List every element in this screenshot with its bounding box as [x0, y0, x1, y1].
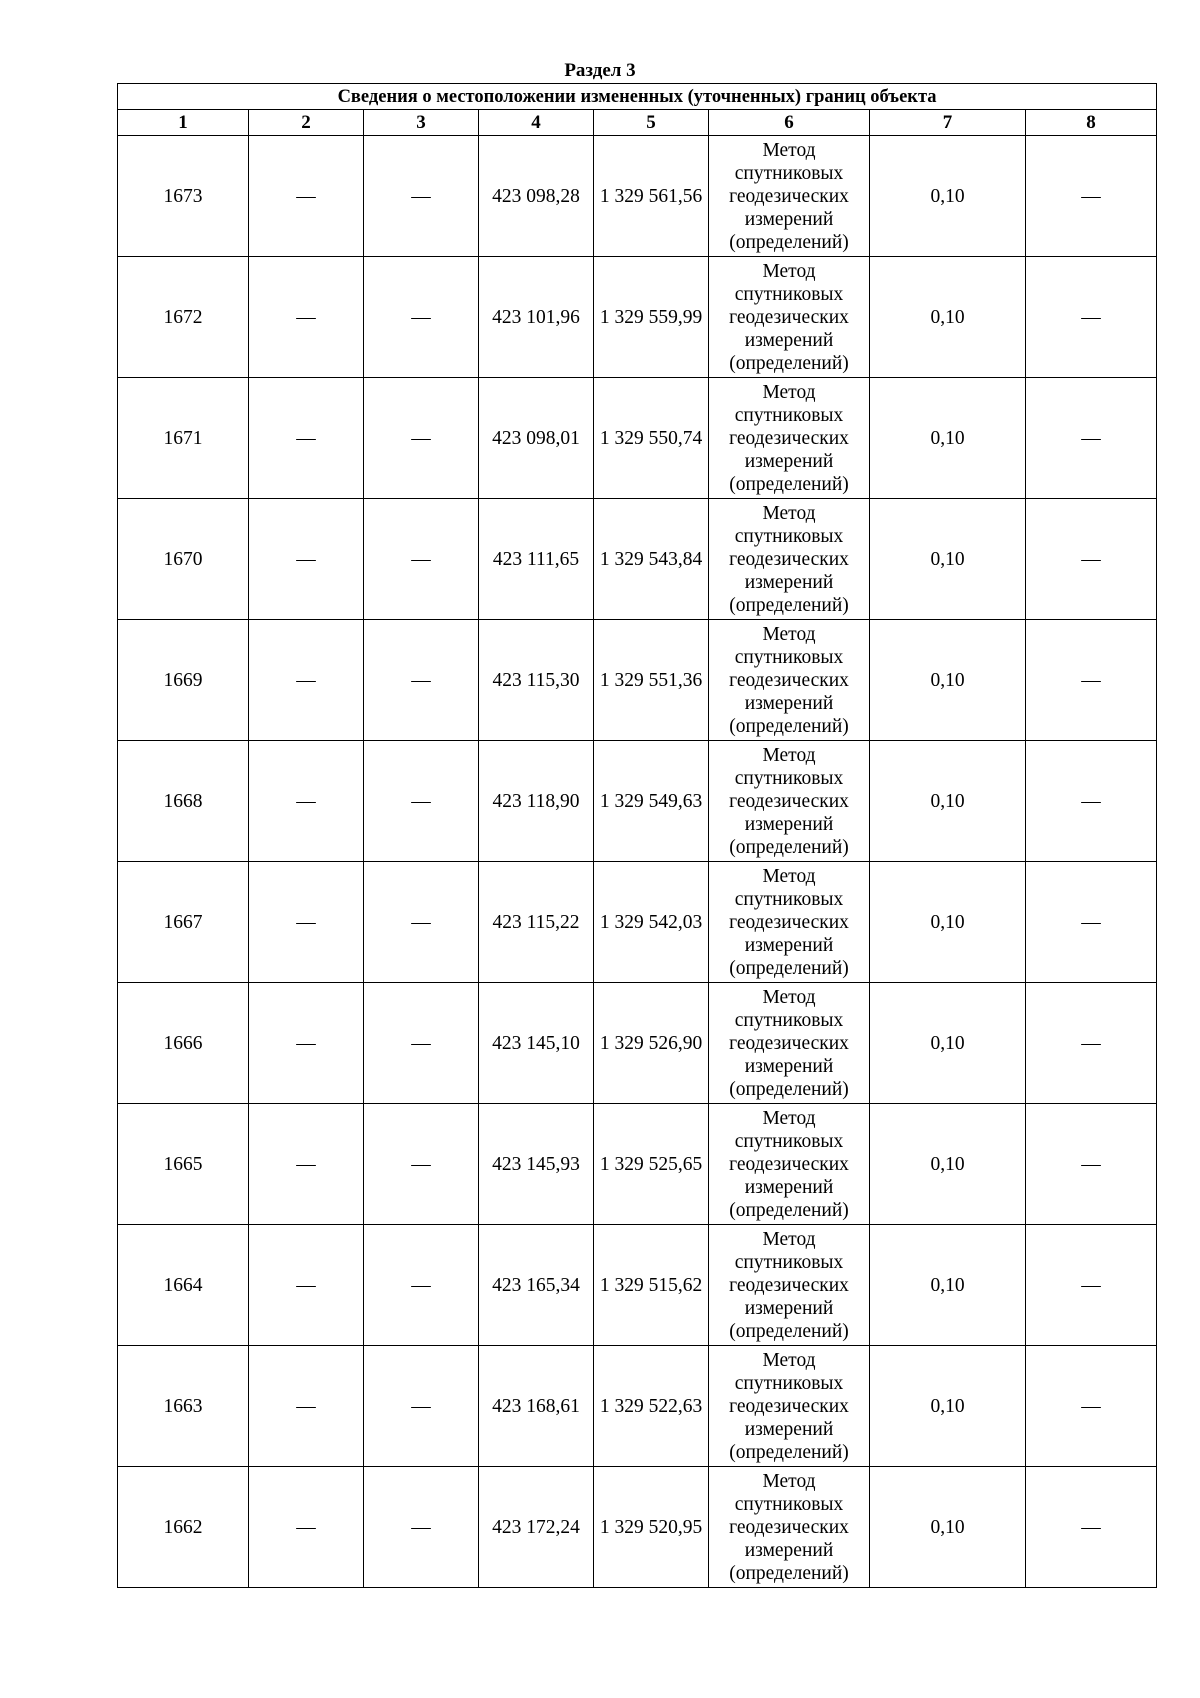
- method-line: измерений: [744, 934, 834, 956]
- column-3-cell: —: [364, 1467, 479, 1588]
- accuracy-cell: 0,10: [870, 862, 1026, 983]
- column-3-cell: —: [364, 1225, 479, 1346]
- column-2-cell: —: [249, 499, 364, 620]
- column-8-cell: —: [1026, 378, 1157, 499]
- method-line: измерений: [744, 571, 834, 593]
- method-line: спутниковых: [734, 1130, 844, 1152]
- point-number-cell: 1668: [118, 741, 249, 862]
- method-cell: [709, 741, 870, 862]
- method-line: спутниковых: [734, 283, 844, 305]
- x-coordinate-cell: 423 098,01: [479, 378, 594, 499]
- column-number: 4: [479, 110, 594, 136]
- method-cell: [709, 983, 870, 1104]
- method-line: спутниковых: [734, 1251, 844, 1273]
- method-line: Метод: [762, 260, 816, 282]
- method-cell: [709, 257, 870, 378]
- method-cell: [709, 862, 870, 983]
- y-coordinate-cell: 1 329 561,56: [594, 136, 709, 257]
- x-coordinate-cell: 423 115,30: [479, 620, 594, 741]
- point-number-cell: 1672: [118, 257, 249, 378]
- caption-row: [118, 84, 1157, 110]
- accuracy-cell: 0,10: [870, 1467, 1026, 1588]
- y-coordinate-cell: 1 329 526,90: [594, 983, 709, 1104]
- method-line: Метод: [762, 986, 816, 1008]
- method-line: измерений: [744, 329, 834, 351]
- method-line: измерений: [744, 1055, 834, 1077]
- column-2-cell: —: [249, 378, 364, 499]
- column-3-cell: —: [364, 983, 479, 1104]
- column-number: 8: [1026, 110, 1157, 136]
- method-line: (определений): [729, 473, 849, 495]
- point-number-cell: 1667: [118, 862, 249, 983]
- method-line: Метод: [762, 744, 816, 766]
- accuracy-cell: 0,10: [870, 499, 1026, 620]
- method-cell: [709, 136, 870, 257]
- column-number: 2: [249, 110, 364, 136]
- method-line: спутниковых: [734, 404, 844, 426]
- method-line: измерений: [744, 208, 834, 230]
- column-3-cell: —: [364, 741, 479, 862]
- method-line: (определений): [729, 1562, 849, 1584]
- method-line: (определений): [729, 1078, 849, 1100]
- accuracy-cell: 0,10: [870, 257, 1026, 378]
- method-line: (определений): [729, 1441, 849, 1463]
- column-8-cell: —: [1026, 741, 1157, 862]
- table-row: [118, 1346, 1157, 1467]
- accuracy-cell: 0,10: [870, 136, 1026, 257]
- method-cell: [709, 1225, 870, 1346]
- method-line: Метод: [762, 1470, 816, 1492]
- method-line: геодезических: [729, 790, 849, 812]
- method-line: Метод: [762, 139, 816, 161]
- x-coordinate-cell: 423 115,22: [479, 862, 594, 983]
- method-cell: [709, 620, 870, 741]
- method-line: Метод: [762, 1349, 816, 1371]
- method-line: геодезических: [729, 548, 849, 570]
- y-coordinate-cell: 1 329 549,63: [594, 741, 709, 862]
- method-line: геодезических: [729, 1032, 849, 1054]
- method-line: Метод: [762, 502, 816, 524]
- table-row: [118, 1467, 1157, 1588]
- column-2-cell: —: [249, 1104, 364, 1225]
- method-line: измерений: [744, 1418, 834, 1440]
- x-coordinate-cell: 423 101,96: [479, 257, 594, 378]
- column-8-cell: —: [1026, 257, 1157, 378]
- method-line: измерений: [744, 1297, 834, 1319]
- point-number-cell: 1665: [118, 1104, 249, 1225]
- table-caption: Сведения о местоположении измененных (уточненных) границ объекта: [118, 84, 1157, 110]
- point-number-cell: 1670: [118, 499, 249, 620]
- column-3-cell: —: [364, 620, 479, 741]
- method-line: спутниковых: [734, 1493, 844, 1515]
- table-row: [118, 136, 1157, 257]
- y-coordinate-cell: 1 329 559,99: [594, 257, 709, 378]
- point-number-cell: 1671: [118, 378, 249, 499]
- method-line: (определений): [729, 352, 849, 374]
- method-line: спутниковых: [734, 646, 844, 668]
- column-2-cell: —: [249, 1225, 364, 1346]
- point-number-cell: 1662: [118, 1467, 249, 1588]
- point-number-cell: 1664: [118, 1225, 249, 1346]
- column-8-cell: —: [1026, 136, 1157, 257]
- method-line: (определений): [729, 836, 849, 858]
- method-line: спутниковых: [734, 162, 844, 184]
- method-line: спутниковых: [734, 888, 844, 910]
- method-line: Метод: [762, 1107, 816, 1129]
- method-cell: [709, 499, 870, 620]
- column-3-cell: —: [364, 136, 479, 257]
- method-line: (определений): [729, 957, 849, 979]
- y-coordinate-cell: 1 329 550,74: [594, 378, 709, 499]
- method-line: (определений): [729, 594, 849, 616]
- column-2-cell: —: [249, 741, 364, 862]
- method-line: геодезических: [729, 185, 849, 207]
- column-2-cell: —: [249, 136, 364, 257]
- method-line: геодезических: [729, 669, 849, 691]
- method-cell: [709, 1346, 870, 1467]
- point-number-cell: 1669: [118, 620, 249, 741]
- method-line: спутниковых: [734, 525, 844, 547]
- table-row: [118, 257, 1157, 378]
- column-2-cell: —: [249, 257, 364, 378]
- section-title: Раздел 3: [564, 60, 636, 81]
- method-line: Метод: [762, 623, 816, 645]
- x-coordinate-cell: 423 145,10: [479, 983, 594, 1104]
- point-number-cell: 1666: [118, 983, 249, 1104]
- method-line: спутниковых: [734, 1009, 844, 1031]
- method-line: (определений): [729, 1320, 849, 1342]
- table-row: [118, 983, 1157, 1104]
- point-number-cell: 1663: [118, 1346, 249, 1467]
- column-2-cell: —: [249, 1467, 364, 1588]
- x-coordinate-cell: 423 118,90: [479, 741, 594, 862]
- method-line: измерений: [744, 813, 834, 835]
- table-row: [118, 620, 1157, 741]
- x-coordinate-cell: 423 172,24: [479, 1467, 594, 1588]
- column-2-cell: —: [249, 983, 364, 1104]
- table-row: [118, 1225, 1157, 1346]
- column-number: 1: [118, 110, 249, 136]
- x-coordinate-cell: 423 165,34: [479, 1225, 594, 1346]
- accuracy-cell: 0,10: [870, 983, 1026, 1104]
- column-number: 6: [709, 110, 870, 136]
- column-8-cell: —: [1026, 1467, 1157, 1588]
- y-coordinate-cell: 1 329 543,84: [594, 499, 709, 620]
- column-2-cell: —: [249, 1346, 364, 1467]
- table-row: [118, 862, 1157, 983]
- method-line: геодезических: [729, 1274, 849, 1296]
- y-coordinate-cell: 1 329 551,36: [594, 620, 709, 741]
- table-row: [118, 741, 1157, 862]
- point-number-cell: 1673: [118, 136, 249, 257]
- method-line: измерений: [744, 1539, 834, 1561]
- column-3-cell: —: [364, 862, 479, 983]
- method-cell: [709, 1104, 870, 1225]
- column-8-cell: —: [1026, 499, 1157, 620]
- x-coordinate-cell: 423 168,61: [479, 1346, 594, 1467]
- column-8-cell: —: [1026, 983, 1157, 1104]
- column-2-cell: —: [249, 620, 364, 741]
- method-line: измерений: [744, 692, 834, 714]
- method-line: (определений): [729, 1199, 849, 1221]
- y-coordinate-cell: 1 329 515,62: [594, 1225, 709, 1346]
- y-coordinate-cell: 1 329 525,65: [594, 1104, 709, 1225]
- column-number-row: [118, 110, 1157, 136]
- column-8-cell: —: [1026, 1104, 1157, 1225]
- accuracy-cell: 0,10: [870, 620, 1026, 741]
- column-2-cell: —: [249, 862, 364, 983]
- column-3-cell: —: [364, 257, 479, 378]
- accuracy-cell: 0,10: [870, 1225, 1026, 1346]
- column-8-cell: —: [1026, 1346, 1157, 1467]
- method-line: геодезических: [729, 1153, 849, 1175]
- column-8-cell: —: [1026, 862, 1157, 983]
- y-coordinate-cell: 1 329 522,63: [594, 1346, 709, 1467]
- x-coordinate-cell: 423 145,93: [479, 1104, 594, 1225]
- table-row: [118, 499, 1157, 620]
- method-cell: [709, 378, 870, 499]
- column-3-cell: —: [364, 1104, 479, 1225]
- column-3-cell: —: [364, 1346, 479, 1467]
- method-line: Метод: [762, 865, 816, 887]
- method-line: измерений: [744, 1176, 834, 1198]
- method-line: геодезических: [729, 1516, 849, 1538]
- method-line: спутниковых: [734, 1372, 844, 1394]
- column-number: 7: [870, 110, 1026, 136]
- column-3-cell: —: [364, 378, 479, 499]
- table-row: [118, 1104, 1157, 1225]
- accuracy-cell: 0,10: [870, 378, 1026, 499]
- accuracy-cell: 0,10: [870, 1104, 1026, 1225]
- column-8-cell: —: [1026, 620, 1157, 741]
- method-cell: [709, 1467, 870, 1588]
- x-coordinate-cell: 423 098,28: [479, 136, 594, 257]
- method-line: спутниковых: [734, 767, 844, 789]
- method-line: Метод: [762, 381, 816, 403]
- y-coordinate-cell: 1 329 542,03: [594, 862, 709, 983]
- boundary-table: [117, 83, 1157, 1588]
- method-line: геодезических: [729, 427, 849, 449]
- column-8-cell: —: [1026, 1225, 1157, 1346]
- y-coordinate-cell: 1 329 520,95: [594, 1467, 709, 1588]
- x-coordinate-cell: 423 111,65: [479, 499, 594, 620]
- method-line: геодезических: [729, 911, 849, 933]
- accuracy-cell: 0,10: [870, 1346, 1026, 1467]
- column-3-cell: —: [364, 499, 479, 620]
- column-number: 5: [594, 110, 709, 136]
- method-line: (определений): [729, 231, 849, 253]
- method-line: геодезических: [729, 1395, 849, 1417]
- column-number: 3: [364, 110, 479, 136]
- method-line: геодезических: [729, 306, 849, 328]
- accuracy-cell: 0,10: [870, 741, 1026, 862]
- table-row: [118, 378, 1157, 499]
- method-line: измерений: [744, 450, 834, 472]
- method-line: (определений): [729, 715, 849, 737]
- method-line: Метод: [762, 1228, 816, 1250]
